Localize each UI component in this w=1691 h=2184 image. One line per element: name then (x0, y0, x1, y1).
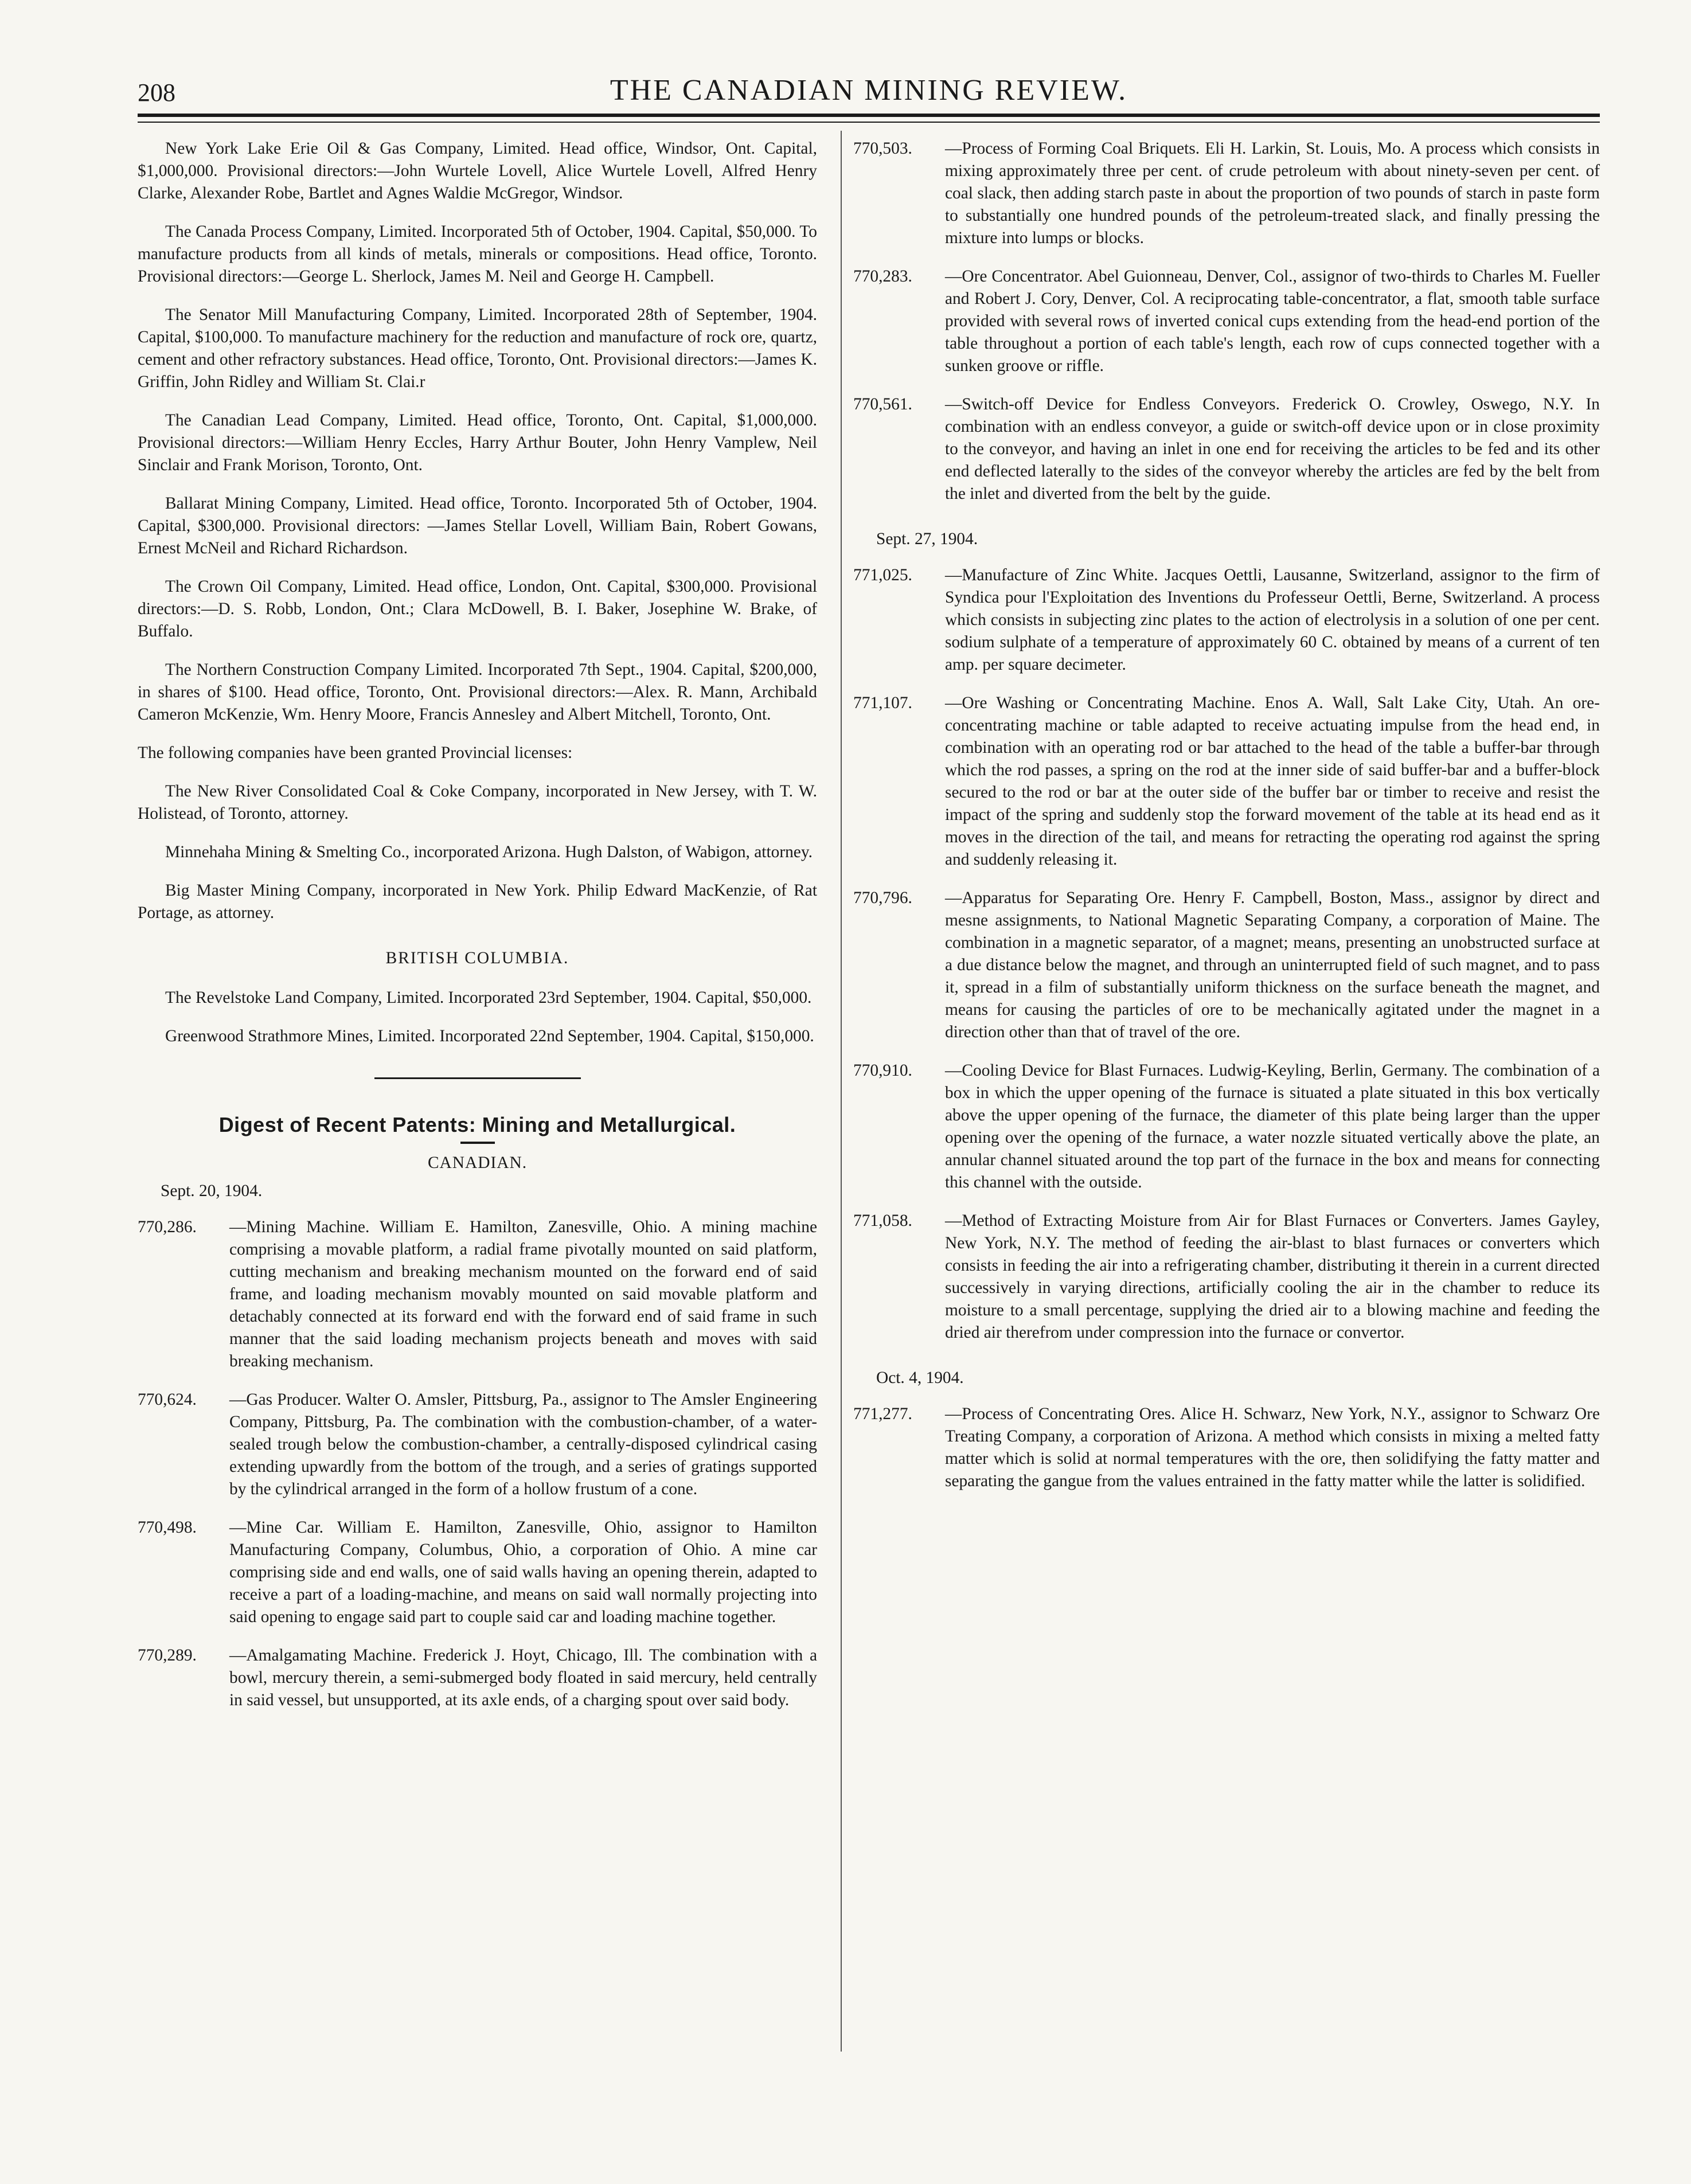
license-entry: Minnehaha Mining & Smelting Co., incorporated Arizona. Hugh Dalston, of Wabigon, attorney. (165, 843, 813, 861)
patent-entry (138, 1389, 817, 1501)
license-entry: The New River Consolidated Coal & Coke Company, incorporated in New Jersey, with T. W. Holistead, of Toronto, attorney. (138, 782, 817, 823)
patent-entry (853, 1060, 1600, 1194)
patent-number: 770,289. (138, 1646, 197, 1665)
patent-entry (853, 1403, 1600, 1493)
column-divider (841, 131, 842, 2052)
patent-text: —Manufacture of Zinc White. Jacques Oettli, Lausanne, Switzerland, assignor to the firm of Syndica pour l'Exploitation des Inventions du Professeur Oettli, Berne, Switzerland. A process which consists in subjecting zinc plates to the action of electrolysis in a solution of one per cent. sodium sulphate of a temperature of approximately 60 C. obtained by means of a current of ten amp. per square decimeter. (945, 566, 1600, 674)
patent-number: 770,283. (853, 267, 912, 286)
patent-text: —Method of Extracting Moisture from Air for Blast Furnaces or Converters. James Gayley, New York, N.Y. The method of feeding the air-blast to blast furnaces or converters which consists in feeding the air into a refrigerating chamber, distributing it therein in a current directed successively in varying directions, artificially cooling the air in the chamber to reduce its moisture to a small percentage, supplying the dried air to a blowing machine and feeding the dried air therefrom under compression into the furnace or convertor. (945, 1212, 1600, 1342)
patent-text: —Cooling Device for Blast Furnaces. Ludwig-Keyling, Berlin, Germany. The combination of a box in which the upper opening of the furnace is situated a plate situated in this box vertically above the upper opening of the furnace, the diameter of this plate being larger than the upper opening over the opening of the furnace, a water nozzle situated vertically above the plate, an annular channel situated around the top part of the furnace in the box and means for connecting this channel with the outside. (945, 1061, 1600, 1191)
patent-text: —Ore Washing or Concentrating Machine. Enos A. Wall, Salt Lake City, Utah. An ore-concentrating machine or table adapted to receive actuating impulse from the head end, in combination with an operating rod or bar attached to the head of the table a buffer-bar through which the rod passes, a spring on the rod at the inner side of said buffer-bar and a buffer-block secured to the rod or bar at the outer side of the buffer bar or timber to receive and resist the impact of the spring and suddenly stop the forward movement of the table at its head end as it moves in the direction of the tail, and means for retracting the operating rod against the spring and suddenly releasing it. (945, 694, 1600, 869)
date-heading: Sept. 20, 1904. (161, 1182, 263, 1200)
patent-entry (138, 1517, 817, 1628)
patent-text: —Mining Machine. William E. Hamilton, Zanesville, Ohio. A mining machine comprising a movable platform, a radial frame pivotally mounted on said platform, cutting mechanism and breaking mechanism mounted on the forward end of said frame, and loading mechanism movably mounted on said movable platform and detachably connected at its forward end with the forward end of said frame in such manner that the said loading mechanism projects beneath and moves with said breaking mechanism. (229, 1218, 817, 1370)
patent-entry (853, 138, 1600, 249)
patent-entry (853, 393, 1600, 505)
patent-entry (853, 1210, 1600, 1344)
patent-number: 771,277. (853, 1405, 912, 1423)
left-column (138, 138, 817, 1728)
patent-text: —Gas Producer. Walter O. Amsler, Pittsburg, Pa., assignor to The Amsler Engineering Company, Pittsburg, Pa. The combination with the combustion-chamber, of a water-sealed trough below the combustion-chamber, a centrally-disposed cylindrical casing extending upwardly from the bottom of the trough, and a series of gratings supported by the cylindrical arranged in the form of a hollow frustum of a cone. (229, 1390, 817, 1498)
patent-number: 771,025. (853, 566, 912, 584)
patent-text: —Amalgamating Machine. Frederick J. Hoyt, Chicago, Ill. The combination with a bowl, mercury therein, a semi-submerged body floated in said mercury, held centrally in said vessel, but unsupported, at its axle ends, of a charging spout over said body. (229, 1646, 817, 1709)
company-entry: Greenwood Strathmore Mines, Limited. Incorporated 22nd September, 1904. Capital, $150,000. (165, 1027, 814, 1045)
patent-number: 770,624. (138, 1390, 197, 1409)
patent-number: 770,503. (853, 139, 912, 158)
patent-text: —Switch-off Device for Endless Conveyors. Frederick O. Crowley, Oswego, N.Y. In combination with an endless conveyor, a guide or switch-off device upon or in close proximity to the conveyor, and having an inlet in one end for receiving the articles to be fed and its other end deflected laterally to the sides of the conveyor whereby the articles are fed by the belt from the inlet and diverted from the belt by the guide. (945, 395, 1600, 503)
patent-entry (853, 887, 1600, 1044)
page-header (138, 73, 1600, 114)
company-entry: The Canada Process Company, Limited. Incorporated 5th of October, 1904. Capital, $50,000. To manufacture products from all kinds of metals, minerals or compositions. Head office, Toronto. Provisional directors:—George L. Sherlock, James M. Neil and George H. Campbell. (138, 222, 817, 286)
patent-entry (853, 265, 1600, 377)
patent-text: —Process of Concentrating Ores. Alice H. Schwarz, New York, N.Y., assignor to Schwarz Ore Treating Company, a corporation of Arizona. A method which consists in mixing a melted fatty matter which is solid at normal temperatures with the ore, then solidifying the fatty matter and separating the gangue from the values entrained in the fatty matter while the latter is solidified. (945, 1405, 1600, 1490)
patent-text: —Ore Concentrator. Abel Guionneau, Denver, Col., assignor of two-thirds to Charles M. Fueller and Robert J. Cory, Denver, Col. A reciprocating table-concentrator, a flat, smooth table surface provided with several rows of inverted conical cups extending from the head-end portion of the table throughout a portion of each table's length, each row of cups connected together with a sunken groove or riffle. (945, 267, 1600, 375)
company-entry: New York Lake Erie Oil & Gas Company, Limited. Head office, Windsor, Ont. Capital, $1,000,000. Provisional directors:—John Wurtele Lovell, Alice Wurtele Lovell, Alfred Henry Clarke, Alexander Robe, Bartlet and Agnes Waldie McGregor, Windsor. (138, 139, 817, 202)
patent-text: —Process of Forming Coal Briquets. Eli H. Larkin, St. Louis, Mo. A process which consists in mixing approximately three per cent. of crude petroleum with about ninety-seven per cent. of coal slack, then adding starch paste in about the proportion of two pounds of starch in paste form to substantially one hundred pounds of the petroleum-treated slack, and finally pressing the mixture into lumps or blocks. (945, 139, 1600, 247)
company-entry: Ballarat Mining Company, Limited. Head office, Toronto. Incorporated 5th of October, 1904. Capital, $300,000. Provisional directors: —James Stellar Lovell, William Bain, Robert Gowans, Ernest McNeil and Richard Richardson. (138, 494, 817, 557)
section-separator (374, 1077, 581, 1079)
patent-entry (138, 1216, 817, 1373)
patent-entry (853, 564, 1600, 676)
date-heading: Sept. 27, 1904. (876, 530, 978, 548)
patent-text: —Apparatus for Separating Ore. Henry F. Campbell, Boston, Mass., assignor by direct and mesne assignments, to National Magnetic Separating Company, a corporation of Maine. The combination in a magnetic separator, of a magnet; means, presenting an unobstructed surface at a due distance below the magnet, and through an uninterrupted field of such magnet, and to pass it, spread in a film of substantially uniform thickness on the surface beneath the magnet, and means for causing the particles of ore to be mechanically agitated under the magnet in a direction other than that of travel of the ore. (945, 889, 1600, 1041)
patent-entry (138, 1644, 817, 1712)
title-dash (460, 1142, 495, 1144)
patent-number: 770,561. (853, 395, 912, 413)
patent-number: 770,910. (853, 1061, 912, 1080)
patent-number: 771,107. (853, 694, 912, 712)
digest-title: Digest of Recent Patents: Mining and Metallurgical. (218, 1113, 736, 1136)
company-entry: The Crown Oil Company, Limited. Head office, London, Ont. Capital, $300,000. Provisional directors:—D. S. Robb, London, Ont.; Clara McDowell, B. I. Baker, Josephine W. Brake, of Buffalo. (138, 577, 817, 640)
section-heading-british-columbia: BRITISH COLUMBIA. (385, 949, 569, 967)
patent-number: 771,058. (853, 1212, 912, 1230)
company-entry: The Northern Construction Company Limited. Incorporated 7th Sept., 1904. Capital, $200,000, in shares of $100. Head office, Toronto, Ont. Provisional directors:—Alex. R. Mann, Archibald Cameron McKenzie, Wm. Henry Moore, Francis Annesley and Albert Mitchell, Toronto, Ont. (138, 661, 817, 724)
header-rule-thin (138, 122, 1600, 123)
page-number: 208 (138, 79, 175, 107)
license-entry: Big Master Mining Company, incorporated in New York. Philip Edward MacKenzie, of Rat Portage, as attorney. (138, 881, 817, 922)
patent-text: —Mine Car. William E. Hamilton, Zanesville, Ohio, assignor to Hamilton Manufacturing Company, Columbus, Ohio, a corporation of Ohio. A mine car comprising side and end walls, one of said walls having an opening therein, adapted to receive a part of a loading-machine, and means on said wall normally projecting into said opening to engage said part to couple said car and loading machine together. (229, 1518, 817, 1626)
company-entry: The Revelstoke Land Company, Limited. Incorporated 23rd September, 1904. Capital, $50,000. (165, 989, 812, 1007)
patent-number: 770,796. (853, 889, 912, 907)
patent-number: 770,498. (138, 1518, 197, 1537)
patent-number: 770,286. (138, 1218, 197, 1236)
journal-title: THE CANADIAN MINING REVIEW. (610, 74, 1128, 107)
header-rule-thick (138, 114, 1600, 117)
patent-entry (853, 692, 1600, 871)
right-column (853, 138, 1600, 1509)
company-entry: The Canadian Lead Company, Limited. Head office, Toronto, Ont. Capital, $1,000,000. Provisional directors:—William Henry Eccles, Harry Arthur Bouter, John Henry Vamplew, Neil Sinclair and Frank Morison, Toronto, Ont. (138, 411, 817, 474)
company-entry: The Senator Mill Manufacturing Company, Limited. Incorporated 28th of September, 1904. Capital, $100,000. To manufacture machinery for the reduction and manufacture of rock ore, quartz, cement and other refractory substances. Head office, Toronto, Ont. Provisional directors:—James K. Griffin, John Ridley and William St. Clai.r (138, 306, 817, 391)
licenses-intro: The following companies have been granted Provincial licenses: (138, 744, 573, 762)
section-heading-canadian: CANADIAN. (427, 1154, 528, 1172)
date-heading: Oct. 4, 1904. (876, 1369, 964, 1387)
